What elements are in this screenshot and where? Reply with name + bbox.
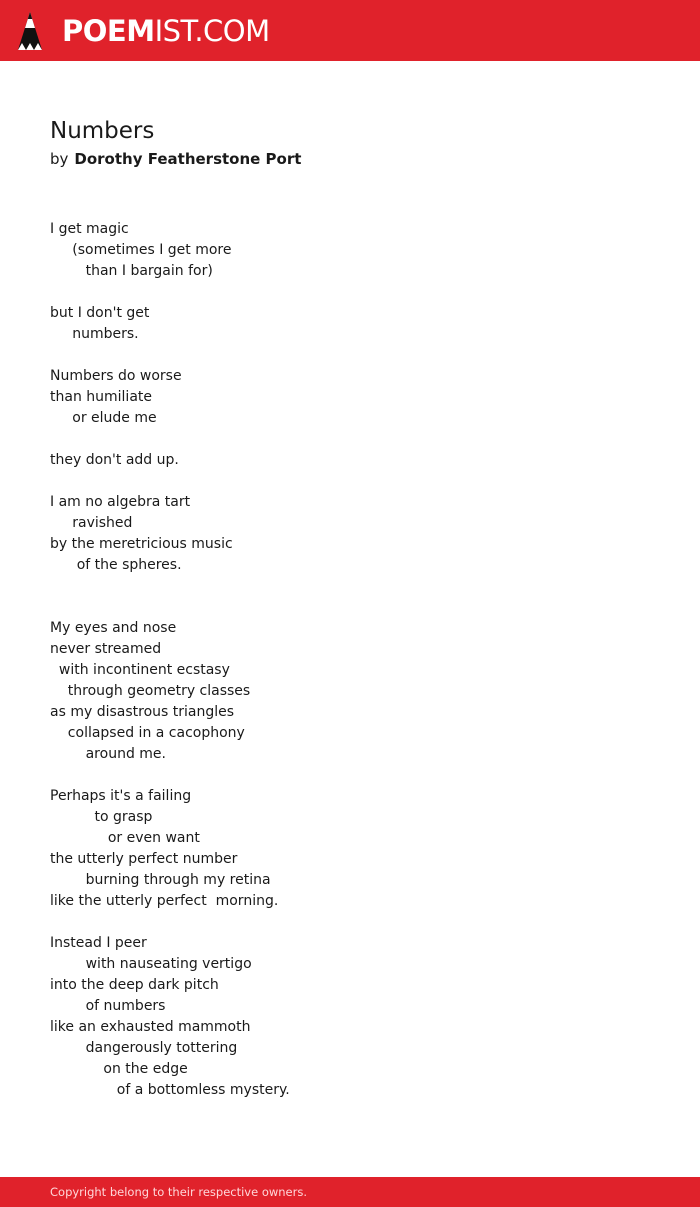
poem-line: with nauseating vertigo [50,956,252,972]
poem-title: Numbers [50,118,155,144]
poem-line: through geometry classes [50,683,251,699]
poem-line: than humiliate [50,389,152,405]
poem-line: of the spheres. [50,557,182,573]
poem-line [50,471,650,492]
poem-line: into the deep dark pitch [50,977,219,993]
site-header [0,0,700,61]
poem-line: like an exhausted mammoth [50,1019,251,1035]
poem-line: by the meretricious music [50,536,233,552]
poem-line [50,429,650,450]
poem-line: or even want [50,830,200,846]
poem-line: Perhaps it's a failing [50,788,192,804]
poem-line: with incontinent ecstasy [50,662,230,678]
poem-line: collapsed in a cacophony [50,725,245,741]
poem-header [50,116,650,170]
site-footer [0,1177,700,1207]
poem-line: but I don't get [50,305,150,321]
brand-name-light: IST.COM [154,14,270,48]
by-prefix: by [50,150,69,168]
poem-body [50,219,650,1101]
poem-line: the utterly perfect number [50,851,238,867]
poem-line: on the edge [50,1061,188,1077]
poem-line: they don't add up. [50,452,179,468]
poem-line: Numbers do worse [50,368,182,384]
poem-line: I am no algebra tart [50,494,191,510]
author-name: Dorothy Featherstone Port [74,150,302,168]
home-logo-link[interactable] [16,8,270,54]
poem-line: like the utterly perfect morning. [50,893,279,909]
poem-line: of numbers [50,998,166,1014]
poem-line: My eyes and nose [50,620,177,636]
poem-line [50,345,650,366]
poem-line: never streamed [50,641,162,657]
poem-line [50,576,650,597]
poem-line: of a bottomless mystery. [50,1082,290,1098]
brand-name [62,14,270,48]
poem-line: ravished [50,515,133,531]
poem-line: than I bargain for) [50,263,213,279]
poem-line [50,597,650,618]
brand-name-bold: POEM [62,14,155,48]
poem-line [50,282,650,303]
poem-line: I get magic [50,221,129,237]
poem-line: burning through my retina [50,872,271,888]
poem-line: around me. [50,746,166,762]
poem-line: or elude me [50,410,157,426]
poem-line: to grasp [50,809,153,825]
poem-line: Instead I peer [50,935,147,951]
poem-line [50,765,650,786]
pencil-tip-icon [16,10,44,52]
poem-line: numbers. [50,326,139,342]
byline [50,148,650,170]
poem-line: (sometimes I get more [50,242,232,258]
poem-line [50,912,650,933]
copyright-notice: Copyright belong to their respective owners. [50,1185,308,1199]
poem-line: dangerously tottering [50,1040,238,1056]
poem-line: as my disastrous triangles [50,704,235,720]
